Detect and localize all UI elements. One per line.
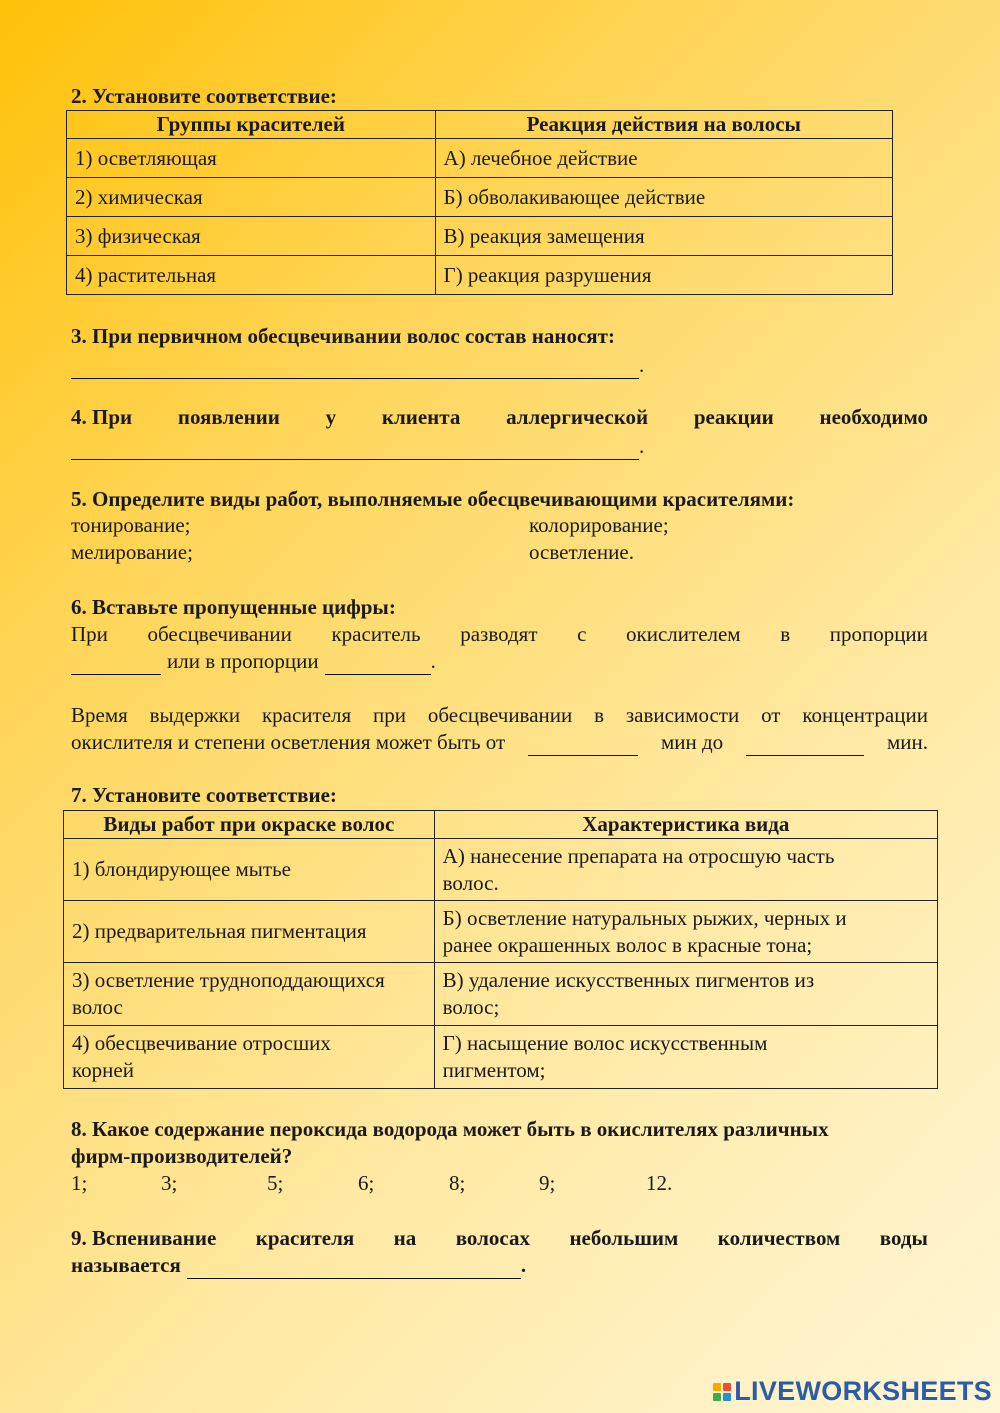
q6-title: 6. Вставьте пропущенные цифры: (71, 595, 396, 619)
q4-answer-line (71, 433, 644, 460)
q2-cell-right: Б) обволакивающее действие (435, 178, 892, 217)
q4-word: у (325, 405, 337, 429)
q7-cell-text: 3) осветление трудноподдающихся (72, 968, 385, 992)
q4-word: клиента (381, 405, 461, 429)
q6-para2-mid: мин до (660, 730, 724, 754)
q8-option-12[interactable]: 12. (646, 1171, 673, 1195)
q2-header-groups: Группы красителей (67, 111, 436, 139)
q7-cell-right (434, 839, 937, 901)
table-row (64, 901, 938, 963)
q7-cell-text: корней (72, 1058, 134, 1082)
q9-word: волосах (455, 1226, 530, 1250)
q2-header-row (67, 111, 893, 139)
q8-title-line1: 8. Какое содержание пероксида водорода может быть в окислителях различных (71, 1117, 829, 1141)
q2-cell-left: 2) химическая (67, 178, 436, 217)
q6-word: окислителем (626, 622, 741, 646)
q7-cell-left (64, 901, 435, 963)
q8-option-9[interactable]: 9; (539, 1171, 556, 1195)
q2-cell-left: 4) растительная (67, 256, 436, 295)
q7-cell-text: 4) обесцвечивание отросших (72, 1031, 331, 1055)
q7-cell-right (434, 963, 937, 1026)
logo-square (723, 1393, 731, 1401)
q4-answer-blank[interactable] (71, 441, 639, 460)
liveworksheets-logo-text: LIVEWORKSHEETS (734, 1376, 992, 1406)
q6-word: обесцвечивании (427, 703, 573, 727)
q2-title: 2. Установите соответствие: (71, 84, 337, 108)
q7-cell-text: А) нанесение препарата на отросшую часть (442, 843, 835, 868)
table-row (67, 139, 893, 178)
table-row (67, 178, 893, 217)
q6-para2-line1 (71, 702, 928, 729)
q4-word: 4. При (71, 405, 133, 429)
q7-cell-left (64, 1026, 435, 1089)
logo-square (723, 1383, 731, 1391)
q6-ratio2-blank[interactable] (325, 656, 431, 675)
logo-square (713, 1393, 721, 1401)
q6-para2-end: мин. (886, 730, 928, 754)
q8-option-3[interactable]: 3; (161, 1171, 178, 1195)
q6-word: разводят (460, 622, 538, 646)
q6-word: от (761, 703, 781, 727)
q7-title: 7. Установите соответствие: (71, 783, 337, 807)
q6-min-time-blank[interactable] (528, 737, 638, 756)
q7-header-row (64, 811, 938, 839)
q6-word: в (594, 703, 604, 727)
q3-title: 3. При первичном обесцвечивании волос состав наносят: (71, 324, 615, 348)
q9-word: воды (879, 1226, 928, 1250)
q7-cell-text: пигментом; (442, 1058, 546, 1082)
q3-period: . (639, 353, 645, 377)
q7-cell-right (434, 901, 937, 963)
q2-cell-left: 3) физическая (67, 217, 436, 256)
q6-line2-mid: или в пропорции (167, 649, 319, 673)
q6-word: пропорции (829, 622, 928, 646)
q4-word: аллергической (506, 405, 649, 429)
q6-word: краситель (331, 622, 421, 646)
q9-word: небольшим (569, 1226, 679, 1250)
q6-para2-line2 (71, 729, 928, 756)
q6-word: концентрации (802, 703, 928, 727)
q7-cell-text: ранее окрашенных волос в красные тона; (442, 932, 813, 957)
q7-cell-text: волос. (442, 870, 499, 895)
q4-word: реакции (693, 405, 774, 429)
q9-line2-start: называется (71, 1253, 181, 1277)
logo-square (713, 1383, 721, 1391)
liveworksheets-logo (713, 1376, 992, 1407)
q2-cell-right: А) лечебное действие (435, 139, 892, 178)
q5-option-toning[interactable]: тонирование; (71, 513, 191, 537)
q8-title-line2: фирм-производителей? (71, 1144, 293, 1168)
q6-word: выдержки (149, 703, 241, 727)
q7-header-characteristic: Характеристика вида (434, 811, 937, 839)
q7-cell-text: волос; (442, 995, 500, 1019)
q3-answer-blank[interactable] (71, 360, 639, 379)
q6-word: красителя (261, 703, 352, 727)
q6-word: Время (71, 703, 128, 727)
q6-word: зависимости (625, 703, 740, 727)
q6-max-time-blank[interactable] (746, 737, 864, 756)
q8-option-6[interactable]: 6; (358, 1171, 375, 1195)
q2-cell-right: В) реакция замещения (435, 217, 892, 256)
liveworksheets-logo-icon (713, 1383, 731, 1401)
q9-title-line1 (71, 1225, 928, 1252)
q7-cell-text: волос (72, 995, 123, 1019)
q8-option-1[interactable]: 1; (71, 1171, 88, 1195)
q5-title: 5. Определите виды работ, выполняемые обесцвечивающими красителями: (71, 487, 795, 511)
q6-line1 (71, 621, 928, 648)
table-row (67, 217, 893, 256)
q6-word: При (71, 622, 108, 646)
q9-word: красителя (255, 1226, 355, 1250)
q2-table (66, 110, 893, 295)
q2-header-reaction: Реакция действия на волосы (435, 111, 892, 139)
q7-cell-text: 2) предварительная пигментация (72, 919, 367, 943)
q4-word: появлении (177, 405, 280, 429)
table-row (64, 963, 938, 1026)
q6-word: обесцвечивании (147, 622, 292, 646)
q6-word: при (373, 703, 407, 727)
q4-word: необходимо (819, 405, 928, 429)
q7-cell-text: 1) блондирующее мытье (72, 857, 291, 881)
q3-answer-line (71, 352, 644, 379)
q2-cell-left: 1) осветляющая (67, 139, 436, 178)
q7-table (63, 810, 938, 1089)
q9-word: 9. Вспенивание (71, 1226, 217, 1250)
q5-option-highlighting[interactable]: мелирование; (71, 540, 193, 564)
q2-cell-right: Г) реакция разрушения (435, 256, 892, 295)
q6-ratio1-blank[interactable] (71, 656, 161, 675)
q6-line2-end: . (430, 649, 436, 673)
q7-cell-text: Б) осветление натуральных рыжих, черных и (442, 905, 847, 930)
q9-period: . (520, 1253, 527, 1277)
q9-title-line2 (71, 1252, 526, 1279)
q6-para2-start: окислителя и степени осветления может быть от (71, 730, 506, 754)
q6-line2 (71, 648, 436, 675)
q7-cell-right (434, 1026, 937, 1089)
table-row (64, 839, 938, 901)
q5-option-lightening[interactable]: осветление. (529, 540, 634, 564)
q8-option-8[interactable]: 8; (449, 1171, 466, 1195)
q7-header-work-types: Виды работ при окраске волос (64, 811, 435, 839)
q6-word: в (780, 622, 791, 646)
q9-word: количеством (717, 1226, 841, 1250)
q7-cell-text: Г) насыщение волос искусственным (442, 1031, 768, 1055)
q9-answer-blank[interactable] (187, 1260, 521, 1279)
q9-word: на (393, 1226, 417, 1250)
q7-cell-text: В) удаление искусственных пигментов из (442, 968, 815, 992)
table-row (67, 256, 893, 295)
q7-cell-left (64, 963, 435, 1026)
q7-cell-left (64, 839, 435, 901)
table-row (64, 1026, 938, 1089)
q8-option-5[interactable]: 5; (267, 1171, 284, 1195)
q4-title (71, 404, 928, 431)
q6-word: с (577, 622, 587, 646)
q4-period: . (639, 434, 645, 458)
q5-option-coloring[interactable]: колорирование; (529, 513, 669, 537)
